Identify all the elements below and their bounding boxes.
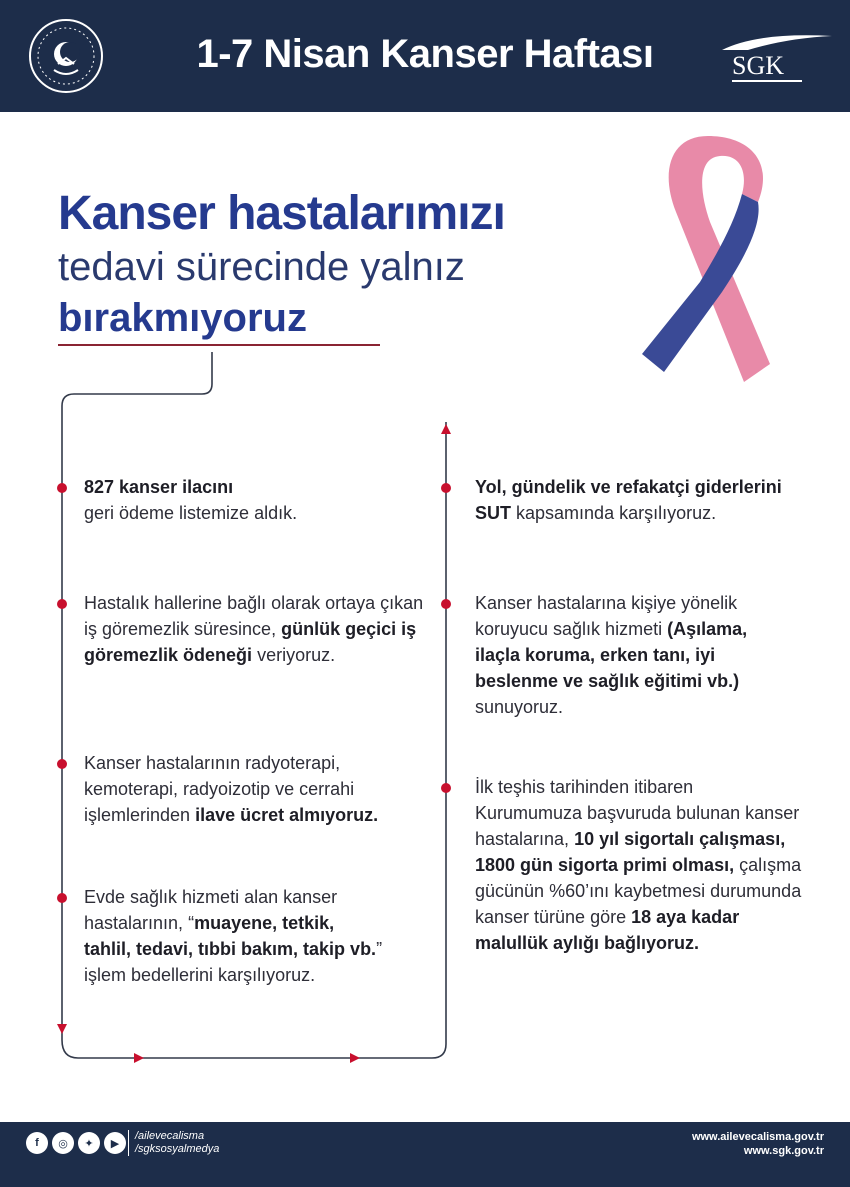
page-title: 1-7 Nisan Kanser Haftası xyxy=(196,32,654,76)
item-text: Kanser hastalarına kişiye yönelik koruyucu sağlık hizmeti xyxy=(475,593,738,639)
bullet-dot xyxy=(441,599,451,609)
list-item xyxy=(475,774,805,956)
list-item xyxy=(475,474,815,526)
item-bold: 827 kanser ilacını xyxy=(84,477,234,497)
flow-arrow-up xyxy=(441,424,451,434)
headline-line-3: bırakmıyoruz xyxy=(58,296,307,340)
list-item xyxy=(475,590,795,720)
website-links xyxy=(692,1130,824,1158)
flow-arrow-down xyxy=(57,1024,67,1034)
item-bold: ilave ücret almıyoruz. xyxy=(195,805,379,825)
headline-line-2: tedavi sürecinde yalnız xyxy=(58,245,465,289)
item-text: ” işlem bedellerini karşılıyoruz. xyxy=(84,939,383,985)
sgk-logo-text: SGK xyxy=(732,51,785,80)
list-item xyxy=(84,590,434,668)
headline xyxy=(58,186,505,344)
bullet-dot xyxy=(57,483,67,493)
footer-bar xyxy=(0,1122,850,1187)
item-text: kapsamında karşılıyoruz. xyxy=(516,503,717,523)
header-bar xyxy=(0,0,850,112)
item-text: İlk teşhis tarihinden itibaren Kurumumuza başvuruda bulunan kanser hastalarına, xyxy=(475,777,800,849)
facebook-icon[interactable]: f xyxy=(26,1132,48,1154)
social-links xyxy=(26,1132,126,1154)
headline-line-1: Kanser hastalarımızı xyxy=(58,187,505,240)
bullet-dot xyxy=(57,759,67,769)
item-bold: SUT xyxy=(475,503,511,523)
social-handles xyxy=(128,1130,219,1156)
list-item xyxy=(84,884,384,988)
item-text: geri ödeme listemize aldık. xyxy=(84,503,298,523)
list-item xyxy=(84,474,444,526)
youtube-icon[interactable]: ▶ xyxy=(104,1132,126,1154)
bullet-dot xyxy=(57,599,67,609)
item-text: sunuyoruz. xyxy=(475,697,564,717)
sgk-logo-icon xyxy=(718,28,836,88)
item-text: Hastalık hallerine bağlı olarak ortaya çıkan iş göremezlik süresince, xyxy=(84,593,424,639)
list-item xyxy=(84,750,434,828)
flow-arrow-right xyxy=(350,1053,360,1063)
item-text: çalışma gücünün %60’ını kaybetmesi durumunda kanser türüne göre xyxy=(475,855,802,927)
item-text: Evde sağlık hizmeti alan kanser hastalarının, “ xyxy=(84,887,338,933)
item-bold: muayene, tetkik, tahlil, tedavi, tıbbi bakım, takip vb. xyxy=(84,913,377,959)
item-text: veriyoruz. xyxy=(257,645,336,665)
item-bold: 10 yıl sigortalı çalışması, 1800 gün sigorta primi olması, xyxy=(475,829,786,875)
item-bold: (Aşılama, ilaçla koruma, erken tanı, iyi beslenme ve sağlık eğitimi vb.) xyxy=(475,619,748,691)
twitter-icon[interactable]: ✦ xyxy=(78,1132,100,1154)
item-bold: günlük geçici iş göremezlik ödeneği xyxy=(84,619,417,665)
instagram-icon[interactable]: ◎ xyxy=(52,1132,74,1154)
link-ailevecalisma-site[interactable]: www.ailevecalisma.gov.tr xyxy=(691,1131,824,1143)
item-text: Kanser hastalarının radyoterapi, kemoterapi, radyoizotip ve cerrahi işlemlerinden xyxy=(84,753,355,825)
handle-sgksosyalmedya[interactable]: /sgksosyalmedya xyxy=(135,1143,220,1155)
link-sgk-site[interactable]: www.sgk.gov.tr xyxy=(743,1145,824,1157)
handle-ailevecalisma[interactable]: /ailevecalisma xyxy=(135,1130,205,1142)
item-bold: 18 aya kadar malullük aylığı bağlıyoruz. xyxy=(475,907,740,953)
bullet-dot xyxy=(441,783,451,793)
flow-arrow-right xyxy=(134,1053,144,1063)
item-bold: Yol, gündelik ve refakatçi giderlerini xyxy=(475,477,782,497)
bullet-dot xyxy=(57,893,67,903)
